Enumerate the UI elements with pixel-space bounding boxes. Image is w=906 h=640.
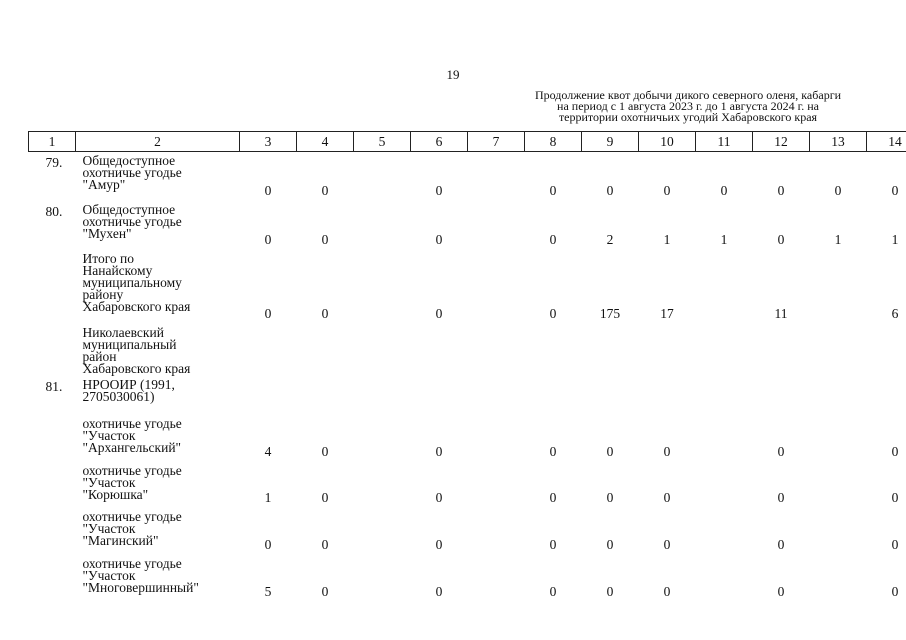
quota-cell-col-13 <box>810 415 867 462</box>
column-header-1: 1 <box>29 132 76 152</box>
quota-cell-col-4: 0 <box>321 443 329 459</box>
quota-cell-col-3: 5 <box>264 583 272 599</box>
quota-cell-col-12: 0 <box>777 182 785 198</box>
hunting-ground-name <box>76 555 240 602</box>
quota-cell-col-9: 0 <box>606 583 614 599</box>
name-line: "Участок <box>82 427 136 443</box>
quota-cell-col-5 <box>354 201 411 250</box>
name-line: "Амур" <box>82 177 126 192</box>
quota-cell-col-4: 0 <box>321 489 329 505</box>
quota-cell-col-6 <box>411 376 468 415</box>
quota-cell-col-7 <box>468 555 525 602</box>
name-line: охотничье угодье <box>82 462 182 478</box>
column-header-11: 11 <box>696 132 753 152</box>
table-row <box>29 201 906 250</box>
name-line: "Мухен" <box>82 225 132 241</box>
quota-cell-col-4: 0 <box>321 231 329 247</box>
quota-cell-col-4 <box>297 324 354 376</box>
row-number: 79. <box>45 155 63 170</box>
name-line: "Участок <box>82 567 136 583</box>
quota-cell-col-3: 1 <box>264 489 272 505</box>
column-header-10: 10 <box>639 132 696 152</box>
hunting-ground-name <box>76 152 240 201</box>
name-line: "Участок <box>82 474 136 490</box>
name-line: Общедоступное <box>82 153 176 168</box>
quota-cell-col-13 <box>810 250 867 324</box>
quota-cell-col-11: 1 <box>720 231 728 247</box>
quota-cell-col-3: 0 <box>264 231 272 247</box>
name-line: охотничье угодье <box>82 508 182 524</box>
quota-cell-col-14: 0 <box>891 489 899 505</box>
quota-cell-col-12 <box>753 324 810 376</box>
quota-cell-col-11 <box>696 324 753 376</box>
quota-cell-col-4: 0 <box>321 583 329 599</box>
quota-cell-col-5 <box>354 508 411 555</box>
quota-cell-col-14 <box>867 324 906 376</box>
quota-cell-col-6: 0 <box>435 583 443 599</box>
table-row <box>29 250 906 324</box>
quota-cell-col-9 <box>582 324 639 376</box>
quota-cell-col-12: 0 <box>777 231 785 247</box>
table-row <box>29 508 906 555</box>
name-line: охотничье угодье <box>82 415 182 431</box>
quota-cell-col-13: 0 <box>834 182 842 198</box>
quota-cell-col-8 <box>525 376 582 415</box>
hunting-ground-name <box>76 250 240 324</box>
quota-cell-col-9: 175 <box>599 305 621 321</box>
quota-cell-col-6 <box>411 324 468 376</box>
quota-cell-col-6: 0 <box>435 305 443 321</box>
quota-cell-col-10: 1 <box>663 231 671 247</box>
quota-cell-col-6: 0 <box>435 443 443 459</box>
name-line: "Магинский" <box>82 532 159 548</box>
column-header-3: 3 <box>240 132 297 152</box>
quota-cell-col-12: 0 <box>777 489 785 505</box>
quota-cell-col-5 <box>354 250 411 324</box>
quota-cell-col-10: 0 <box>663 536 671 552</box>
quota-cell-col-14: 1 <box>891 231 899 247</box>
quota-cell-col-3 <box>240 376 297 415</box>
quota-cell-col-5 <box>354 415 411 462</box>
quota-cell-col-7 <box>468 324 525 376</box>
table-row <box>29 555 906 602</box>
quota-cell-col-13 <box>810 324 867 376</box>
column-number-row <box>29 132 906 152</box>
hunting-ground-name <box>76 415 240 462</box>
name-line: 2705030061) <box>82 388 155 404</box>
hunting-ground-name <box>76 462 240 508</box>
quota-cell-col-10 <box>639 324 696 376</box>
quota-cell-col-14: 0 <box>891 443 899 459</box>
column-header-6: 6 <box>411 132 468 152</box>
quota-cell-col-3 <box>240 324 297 376</box>
page-number: 19 <box>446 67 460 82</box>
table-continuation-note <box>508 90 868 123</box>
column-header-2: 2 <box>76 132 240 152</box>
quota-cell-col-7 <box>468 376 525 415</box>
quota-cell-col-8: 0 <box>549 583 557 599</box>
name-line: Итого по <box>82 250 135 266</box>
quota-cell-col-11 <box>696 415 753 462</box>
quota-cell-col-11: 0 <box>720 182 728 198</box>
quota-cell-col-10: 0 <box>663 443 671 459</box>
name-line: "Архангельский" <box>82 439 182 455</box>
note-line: на период с 1 августа 2023 г. до 1 августа 2024 г. на <box>557 99 819 113</box>
quota-cell-col-10: 0 <box>663 583 671 599</box>
table-row <box>29 324 906 376</box>
row-number <box>29 250 76 324</box>
quota-table <box>28 131 906 602</box>
quota-cell-col-6: 0 <box>435 231 443 247</box>
row-number <box>29 324 76 376</box>
row-number <box>29 555 76 602</box>
quota-cell-col-8: 0 <box>549 443 557 459</box>
note-line: территории охотничьих угодий Хабаровского края <box>558 110 818 124</box>
quota-cell-col-14: 0 <box>891 536 899 552</box>
row-number: 81. <box>45 378 63 394</box>
hunting-ground-name <box>76 201 240 250</box>
column-header-4: 4 <box>297 132 354 152</box>
quota-cell-col-7 <box>468 415 525 462</box>
column-header-7: 7 <box>468 132 525 152</box>
quota-cell-col-13 <box>810 462 867 508</box>
quota-cell-col-5 <box>354 376 411 415</box>
name-line: НРООИР (1991, <box>82 376 175 392</box>
name-line: Хабаровского края <box>82 360 191 376</box>
name-line: охотничье угодье <box>82 213 182 229</box>
quota-cell-col-7 <box>468 201 525 250</box>
quota-cell-col-4 <box>297 376 354 415</box>
quota-cell-col-10: 0 <box>663 489 671 505</box>
row-number: 80. <box>45 203 63 219</box>
quota-cell-col-9: 0 <box>606 489 614 505</box>
name-line: Николаевский <box>82 324 164 340</box>
quota-cell-col-3: 0 <box>264 305 272 321</box>
quota-cell-col-5 <box>354 152 411 201</box>
quota-cell-col-9: 2 <box>606 231 614 247</box>
quota-cell-col-12 <box>753 376 810 415</box>
quota-cell-col-9: 0 <box>606 182 614 198</box>
quota-cell-col-12: 0 <box>777 443 785 459</box>
hunting-ground-name <box>76 376 240 415</box>
row-number <box>29 508 76 555</box>
note-line: Продолжение квот добычи дикого северного оленя, кабарги <box>534 88 842 102</box>
quota-cell-col-4: 0 <box>321 305 329 321</box>
quota-cell-col-8: 0 <box>549 305 557 321</box>
name-line: "Участок <box>82 520 136 536</box>
column-header-8: 8 <box>525 132 582 152</box>
quota-cell-col-7 <box>468 462 525 508</box>
quota-cell-col-10: 17 <box>660 305 674 321</box>
quota-cell-col-13: 1 <box>834 231 842 247</box>
quota-cell-col-11 <box>696 250 753 324</box>
quota-cell-col-7 <box>468 250 525 324</box>
quota-cell-col-8 <box>525 324 582 376</box>
quota-cell-col-9: 0 <box>606 536 614 552</box>
quota-cell-col-5 <box>354 324 411 376</box>
quota-cell-col-5 <box>354 555 411 602</box>
quota-cell-col-3: 4 <box>264 443 272 459</box>
hunting-ground-name <box>76 508 240 555</box>
quota-cell-col-10: 0 <box>663 182 671 198</box>
quota-cell-col-14: 0 <box>891 182 899 198</box>
name-line: Нанайскому <box>82 262 153 278</box>
quota-cell-col-12: 0 <box>777 583 785 599</box>
quota-cell-col-9: 0 <box>606 443 614 459</box>
quota-cell-col-6: 0 <box>435 182 443 198</box>
quota-cell-col-6: 0 <box>435 489 443 505</box>
quota-cell-col-8: 0 <box>549 536 557 552</box>
quota-cell-col-4: 0 <box>321 182 329 198</box>
quota-cell-col-6: 0 <box>435 536 443 552</box>
quota-cell-col-8: 0 <box>549 231 557 247</box>
name-line: Общедоступное <box>82 201 176 217</box>
hunting-ground-name <box>76 324 240 376</box>
quota-cell-col-13 <box>810 508 867 555</box>
quota-cell-col-7 <box>468 508 525 555</box>
row-number <box>29 462 76 508</box>
name-line: Хабаровского края <box>82 298 191 314</box>
table-row <box>29 415 906 462</box>
name-line: район <box>82 348 117 364</box>
quota-cell-col-14: 0 <box>891 583 899 599</box>
quota-cell-col-3: 0 <box>264 536 272 552</box>
quota-cell-col-4: 0 <box>321 536 329 552</box>
quota-cell-col-12: 0 <box>777 536 785 552</box>
name-line: району <box>82 286 124 302</box>
quota-cell-col-11 <box>696 555 753 602</box>
quota-cell-col-11 <box>696 462 753 508</box>
table-row <box>29 462 906 508</box>
quota-cell-col-8: 0 <box>549 489 557 505</box>
column-header-9: 9 <box>582 132 639 152</box>
quota-cell-col-7 <box>468 152 525 201</box>
quota-cell-col-12: 11 <box>774 305 788 321</box>
column-header-14: 14 <box>867 132 906 152</box>
name-line: муниципальный <box>82 336 177 352</box>
quota-cell-col-13 <box>810 555 867 602</box>
quota-cell-col-5 <box>354 462 411 508</box>
quota-cell-col-14 <box>867 376 906 415</box>
table-row <box>29 152 906 201</box>
quota-cell-col-13 <box>810 376 867 415</box>
quota-cell-col-9 <box>582 376 639 415</box>
quota-cell-col-11 <box>696 376 753 415</box>
row-number <box>29 415 76 462</box>
column-header-12: 12 <box>753 132 810 152</box>
table-row <box>29 376 906 415</box>
name-line: охотничье угодье <box>82 165 182 180</box>
quota-cell-col-11 <box>696 508 753 555</box>
quota-cell-col-3: 0 <box>264 182 272 198</box>
name-line: "Многовершинный" <box>82 579 199 595</box>
quota-cell-col-8: 0 <box>549 182 557 198</box>
name-line: охотничье угодье <box>82 555 182 571</box>
column-header-5: 5 <box>354 132 411 152</box>
column-header-13: 13 <box>810 132 867 152</box>
quota-cell-col-10 <box>639 376 696 415</box>
name-line: "Корюшка" <box>82 486 149 502</box>
name-line: муниципальному <box>82 274 182 290</box>
quota-cell-col-14: 6 <box>891 305 899 321</box>
